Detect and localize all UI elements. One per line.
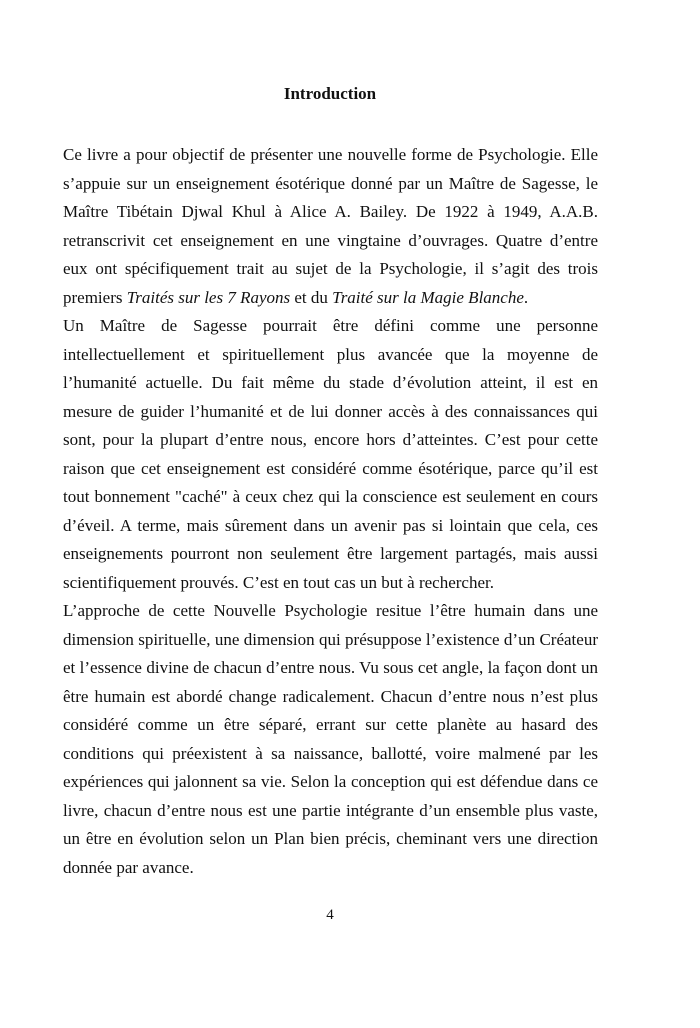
book-title-rayons: Traités sur les 7 Rayons bbox=[126, 287, 291, 307]
paragraph-2: Un Maître de Sagesse pourrait être défini comme une personne intellectuellement et spirituellement plus avancée que la moyenne de l’humanité actuelle. Du fait même du stade d’évolution atteint, il est en mesure de guider l’humanité et de lui donner accès à des connaissances qui sont, pour la plupart d’entre nous, encore hors d’atteintes. C’est pour cette raison que cet enseignement est considéré comme ésotérique, parce qu’il est tout bonnement "caché" à ceux chez qui la conscience est seulement en cours d’éveil. A terme, mais sûrement dans un avenir pas si lointain que cela, ces enseignements pourront non seulement être largement partagés, mais aussi scientifiquement prouvés. C’est en tout cas un but à rechercher. bbox=[63, 316, 598, 592]
paragraph-1-text-after: . bbox=[523, 287, 529, 307]
page-number: 4 bbox=[326, 907, 334, 923]
paragraph-3: L’approche de cette Nouvelle Psychologie resitue l’être humain dans une dimension spirituelle, une dimension qui présuppose l’existence d’un Créateur et l’essence divine de chacun d’entre nous. Vu sous cet angle, la façon dont un être humain est abordé change radicalement. Chacun d’entre nous n’est plus considéré comme un être séparé, errant sur cette planète au hasard des conditions qui préexistent à sa naissance, ballotté, voire malmené par les expériences qui jalonnent sa vie. Selon la conception qui est défendue dans ce livre, chacun d’entre nous est une partie intégrante d’un ensemble plus vaste, un être en évolution selon un Plan bien précis, cheminant vers une direction donnée par avance. bbox=[63, 601, 598, 877]
document-body bbox=[63, 141, 598, 882]
book-title-magie-blanche: Traité sur la Magie Blanche bbox=[332, 287, 524, 307]
page-title: Introduction bbox=[283, 84, 377, 103]
paragraph-1-text-middle: et du bbox=[290, 287, 333, 307]
paragraph-1-text-before: Ce livre a pour objectif de présenter une nouvelle forme de Psychologie. Elle s’appuie sur un enseignement ésotérique donné par un Maître de Sagesse, le Maître Tibétain Djwal Khul à Alice A. Bailey. De 1922 à 1949, A.A.B. retranscrivit cet enseignement en une vingtaine d’ouvrages. Quatre d’entre eux ont spécifiquement trait au sujet de la Psychologie, il s’agit des trois premiers bbox=[63, 145, 598, 307]
paragraph-1 bbox=[63, 141, 598, 312]
